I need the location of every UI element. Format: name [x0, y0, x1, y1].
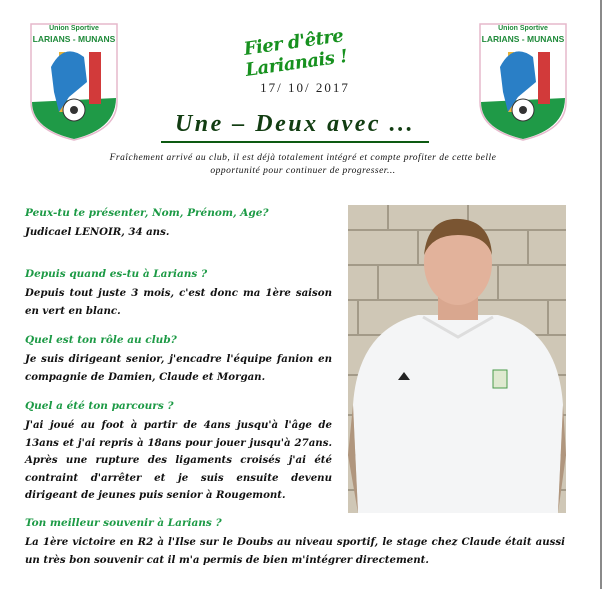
- answer-1: Judicael LENOIR, 34 ans.: [25, 226, 170, 238]
- answer-4: J'ai joué au foot à partir de 4ans jusqu'à l'âge de 13ans et j'ai repris à 18ans pour jouer jusqu'à 27ans. Après une rupture des ligaments croisés j'ai été contraint d'arrêter et je suis ensuite devenu dirigeant de jeunes puis senior à Rougemont.: [25, 419, 332, 501]
- club-logo-left: [29, 22, 119, 142]
- logo-line2: LARIANS - MUNANS: [481, 34, 565, 44]
- portrait-photo: [348, 205, 566, 513]
- question-2: Depuis quand es-tu à Larians ?: [25, 268, 208, 280]
- club-logo-right: [478, 22, 568, 142]
- question-3: Quel est ton rôle au club?: [25, 334, 177, 346]
- logo-line2: LARIANS - MUNANS: [32, 34, 116, 44]
- title-underline: [161, 141, 429, 143]
- answer-2: Depuis tout juste 3 mois, c'est donc ma 1ère saison en vert en blanc.: [25, 287, 332, 317]
- date: 17/ 10/ 2017: [260, 80, 350, 95]
- question-5: Ton meilleur souvenir à Larians ?: [25, 517, 222, 529]
- answer-3: Je suis dirigeant senior, j'encadre l'équipe fanion en compagnie de Damien, Claude et Morgan.: [25, 353, 332, 383]
- intro-text: Fraîchement arrivé au club, il est déjà totalement intégré et compte profiter de cette belle opportunité pour continuer de progresser...: [109, 153, 497, 176]
- page-edge: [600, 0, 602, 589]
- question-1: Peux-tu te présenter, Nom, Prénom, Age?: [25, 207, 269, 219]
- answer-5: La 1ère victoire en R2 à l'Ilse sur le Doubs au niveau sportif, le stage chez Claude était aussi un très bon souvenir cat il m'a permis de bien m'intégrer directement.: [25, 536, 565, 566]
- logo-line1: Union Sportive: [49, 25, 99, 32]
- slogan: Fier d'être Larianais !: [242, 25, 349, 81]
- logo-line1: Union Sportive: [498, 25, 548, 32]
- page-title: Une – Deux avec ...: [174, 111, 416, 137]
- question-4: Quel a été ton parcours ?: [25, 400, 174, 412]
